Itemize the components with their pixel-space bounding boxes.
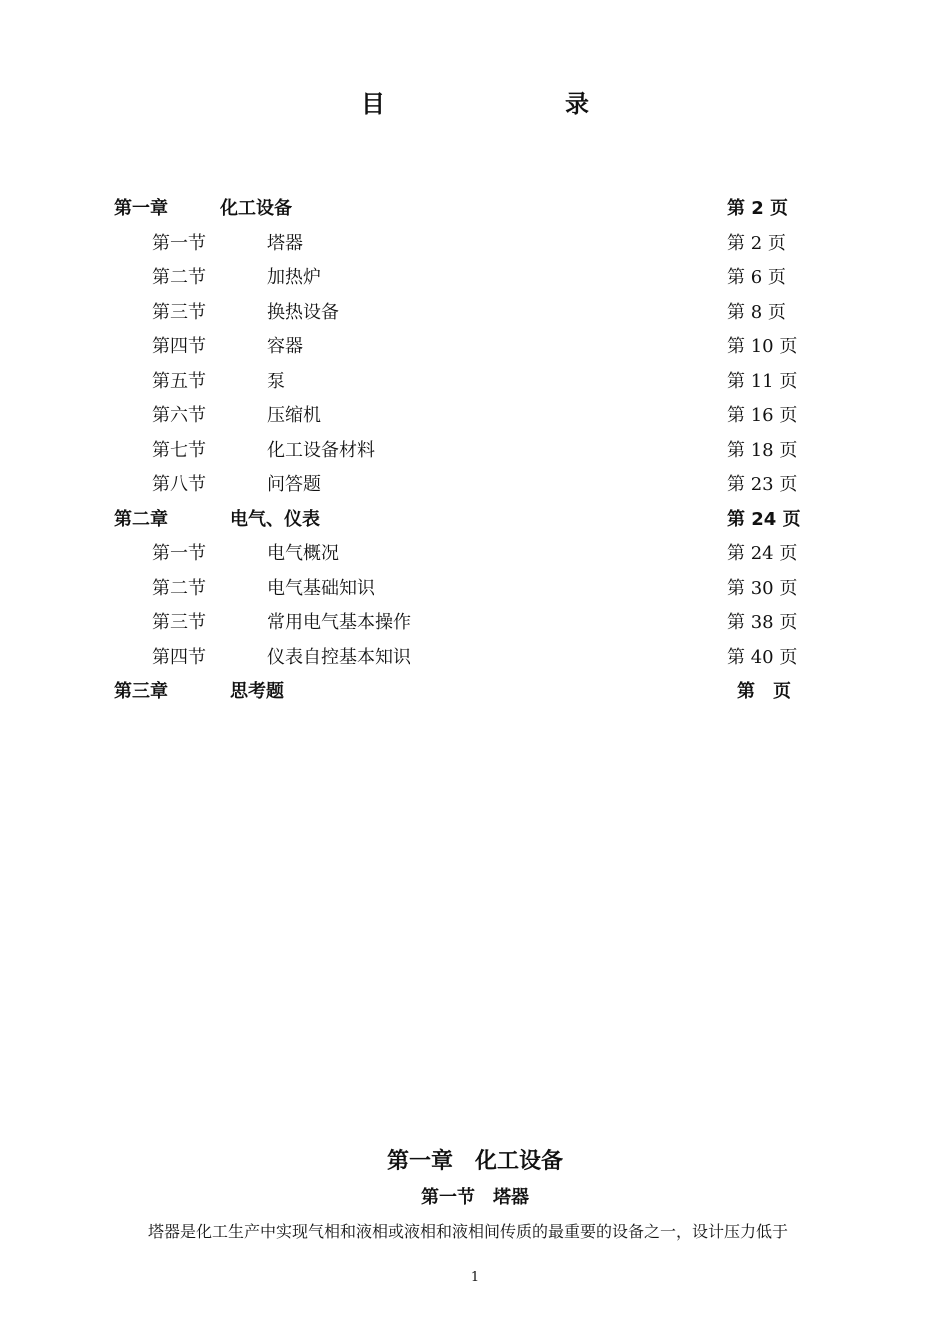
toc-section-entry[interactable] xyxy=(0,639,950,674)
toc-entry-name: 塔器 xyxy=(267,232,303,254)
toc-section-entry[interactable] xyxy=(0,466,950,501)
toc-section-entry[interactable] xyxy=(0,397,950,432)
toc-entry-num: 第二章 xyxy=(114,508,168,530)
toc-chapter-entry[interactable] xyxy=(0,190,950,225)
toc-entry-num: 第二节 xyxy=(152,267,206,288)
toc-entry-num: 第五节 xyxy=(152,370,206,392)
toc-section-entry[interactable] xyxy=(0,363,950,398)
toc-entry-name: 加热炉 xyxy=(267,267,321,288)
toc-entry-name: 仪表自控基本知识 xyxy=(267,646,411,668)
body-paragraph: 塔器是化工生产中实现气相和液相或液相和液相间传质的最重要的设备之一，设计压力低于 xyxy=(148,1222,789,1241)
toc-entry-num: 第一节 xyxy=(152,232,206,254)
toc-entry-num: 第一章 xyxy=(114,198,168,219)
toc-section-entry[interactable] xyxy=(0,432,950,467)
toc-section-entry[interactable] xyxy=(0,225,950,260)
toc-section-entry[interactable] xyxy=(0,259,950,294)
toc-entry-page: 第 30 页 xyxy=(727,577,798,599)
toc-entry-name: 电气基础知识 xyxy=(267,577,375,599)
toc-entry-num: 第四节 xyxy=(152,336,206,357)
toc-entry-page: 第 页 xyxy=(737,681,791,702)
toc-entry-num: 第三章 xyxy=(114,681,168,702)
toc-entry-num: 第六节 xyxy=(152,405,206,426)
toc-entry-name: 思考题 xyxy=(230,681,284,702)
toc-entry-name: 容器 xyxy=(267,336,303,357)
toc-entry-num: 第二节 xyxy=(152,577,206,599)
toc-entry-name: 泵 xyxy=(267,370,285,392)
toc-chapter-entry[interactable] xyxy=(0,501,950,536)
toc-entry-name: 电气、仪表 xyxy=(230,508,320,530)
toc-section-entry[interactable] xyxy=(0,328,950,363)
toc-title: 目 录 xyxy=(361,90,633,118)
toc-entry-page: 第 2 页 xyxy=(727,232,786,254)
toc-entry-page: 第 16 页 xyxy=(727,405,798,426)
toc-entry-page: 第 10 页 xyxy=(727,336,798,357)
toc-entry-num: 第一节 xyxy=(152,543,206,564)
toc-entry-name: 化工设备材料 xyxy=(267,439,375,461)
toc-entry-page: 第 11 页 xyxy=(727,370,798,392)
toc-entry-num: 第七节 xyxy=(152,439,206,461)
toc-chapter-entry[interactable] xyxy=(0,673,950,708)
toc-entry-name: 换热设备 xyxy=(267,301,339,323)
chapter-heading: 第一章 化工设备 xyxy=(386,1149,563,1174)
toc-entry-page: 第 8 页 xyxy=(727,301,786,323)
toc-entry-num: 第四节 xyxy=(152,646,206,668)
toc-entry-page: 第 18 页 xyxy=(727,439,798,461)
toc-section-entry[interactable] xyxy=(0,570,950,605)
toc-section-entry[interactable] xyxy=(0,294,950,329)
toc-entry-name: 电气概况 xyxy=(267,543,339,564)
table-of-contents xyxy=(0,190,950,708)
toc-entry-name: 问答题 xyxy=(267,474,321,495)
toc-entry-page: 第 24 页 xyxy=(727,543,798,564)
toc-entry-page: 第 2 页 xyxy=(727,198,789,219)
toc-section-entry[interactable] xyxy=(0,604,950,639)
page-number: 1 xyxy=(470,1270,480,1285)
toc-entry-page: 第 23 页 xyxy=(727,474,798,495)
section-heading: 第一节 塔器 xyxy=(421,1187,529,1208)
toc-entry-num: 第三节 xyxy=(152,612,206,633)
toc-entry-num: 第八节 xyxy=(152,474,206,495)
toc-entry-page: 第 38 页 xyxy=(727,612,798,633)
toc-entry-name: 常用电气基本操作 xyxy=(267,612,411,633)
toc-entry-name: 压缩机 xyxy=(267,405,321,426)
toc-entry-page: 第 24 页 xyxy=(727,508,801,530)
toc-section-entry[interactable] xyxy=(0,535,950,570)
toc-entry-name: 化工设备 xyxy=(220,198,292,219)
toc-entry-page: 第 40 页 xyxy=(727,646,798,668)
toc-entry-page: 第 6 页 xyxy=(727,267,786,288)
toc-entry-num: 第三节 xyxy=(152,301,206,323)
